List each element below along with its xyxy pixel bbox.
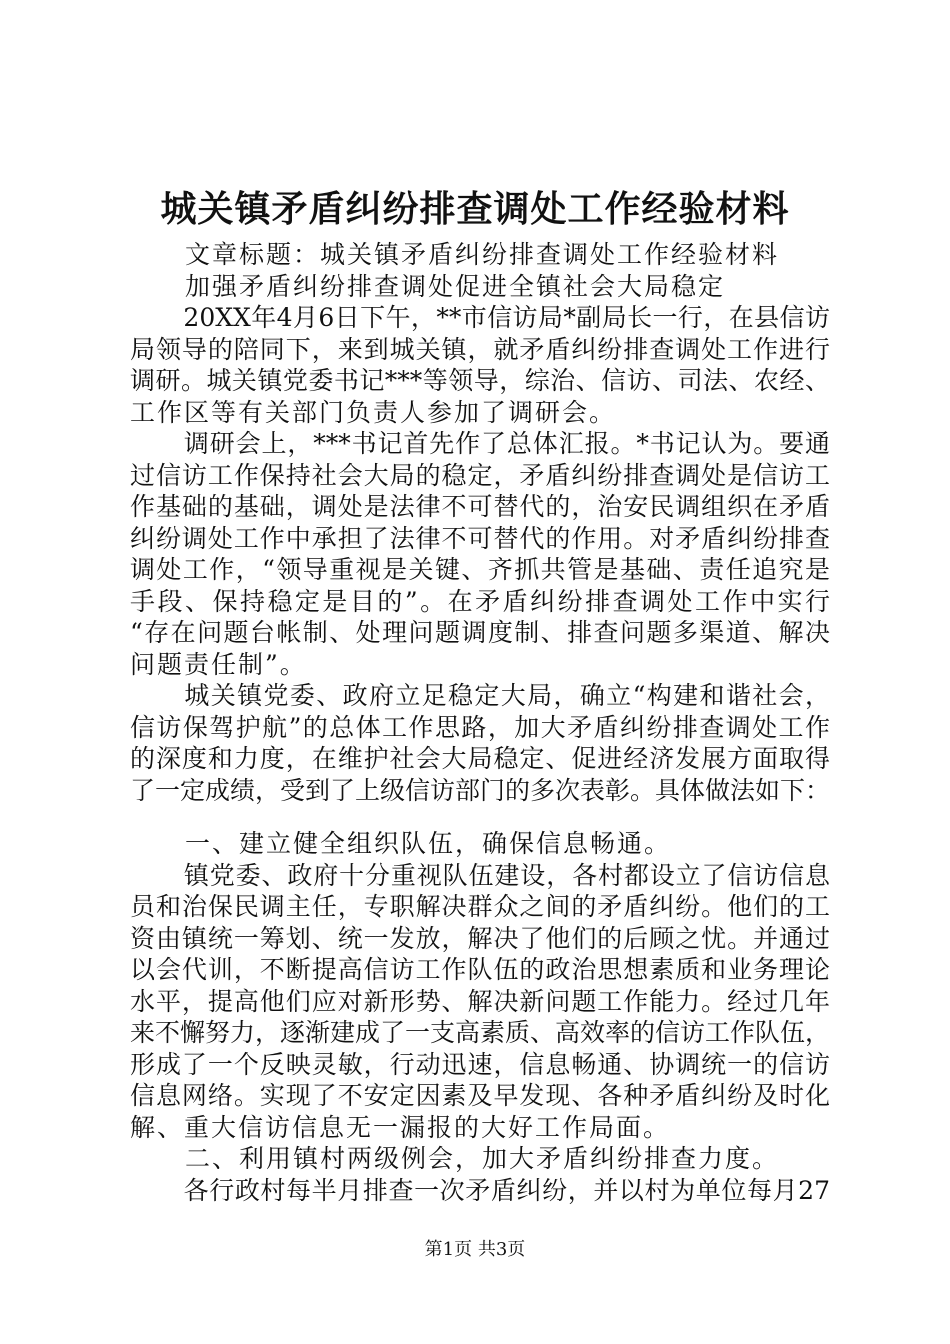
text-line: 调处工作，“领导重视是关键、齐抓共管是基础、责任追究是 bbox=[130, 555, 830, 584]
text-line: 资由镇统一筹划、统一发放，解决了他们的后顾之忧。并通过 bbox=[130, 924, 830, 953]
text-line: 镇党委、政府十分重视队伍建设，各村都设立了信访信息 bbox=[158, 861, 830, 890]
text-line: 以会代训，不断提高信访工作队伍的政治思想素质和业务理论 bbox=[130, 955, 830, 984]
section-heading: 二、利用镇村两级例会，加大矛盾纠纷排查力度。 bbox=[158, 1144, 780, 1173]
page-footer: 第1页 共3页 bbox=[424, 1239, 526, 1260]
text-line: 了一定成绩，受到了上级信访部门的多次表彰。具体做法如下： bbox=[130, 776, 831, 805]
text-line: 形成了一个反映灵敏，行动迅速，信息畅通、协调统一的信访 bbox=[130, 1050, 830, 1079]
text-line: 各行政村每半月排查一次矛盾纠纷，并以村为单位每月27 bbox=[158, 1176, 830, 1205]
text-line: 城关镇党委、政府立足稳定大局，确立“构建和谐社会， bbox=[158, 681, 830, 710]
text-line: 调研会上，***书记首先作了总体汇报。*书记认为。要通 bbox=[158, 429, 830, 458]
text-line: 员和治保民调主任，专职解决群众之间的矛盾纠纷。他们的工 bbox=[130, 892, 830, 921]
text-line: 问题责任制”。 bbox=[130, 650, 307, 679]
text-line: 过信访工作保持社会大局的稳定，矛盾纠纷排查调处是信访工 bbox=[130, 461, 830, 490]
section-heading: 一、建立健全组织队伍，确保信息畅通。 bbox=[158, 829, 672, 858]
text-line: 文章标题：城关镇矛盾纠纷排查调处工作经验材料 bbox=[158, 240, 780, 269]
text-line: 水平，提高他们应对新形势、解决新问题工作能力。经过几年 bbox=[130, 987, 830, 1016]
document-title: 城关镇矛盾纠纷排查调处工作经验材料 bbox=[160, 188, 790, 230]
text-line: 手段、保持稳定是目的”。在矛盾纠纷排查调处工作中实行 bbox=[130, 587, 830, 616]
text-line: 来不懈努力，逐渐建成了一支高素质、高效率的信访工作队伍， bbox=[130, 1018, 831, 1047]
text-line: 的深度和力度，在维护社会大局稳定、促进经济发展方面取得 bbox=[130, 744, 830, 773]
text-line: 局领导的陪同下，来到城关镇，就矛盾纠纷排查调处工作进行 bbox=[130, 335, 830, 364]
text-line: 工作区等有关部门负责人参加了调研会。 bbox=[130, 398, 617, 427]
text-line: 加强矛盾纠纷排查调处促进全镇社会大局稳定 bbox=[158, 272, 726, 301]
text-line: 20XX年4月6日下午，**市信访局*副局长一行，在县信访 bbox=[158, 303, 830, 332]
text-line: 调研。城关镇党委书记***等领导，综治、信访、司法、农经、 bbox=[130, 366, 830, 395]
text-line: “存在问题台帐制、处理问题调度制、排查问题多渠道、解决 bbox=[130, 618, 830, 647]
text-line: 作基础的基础，调处是法律不可替代的，治安民调组织在矛盾 bbox=[130, 492, 830, 521]
text-line: 纠纷调处工作中承担了法律不可替代的作用。对矛盾纠纷排查 bbox=[130, 524, 830, 553]
text-line: 解、重大信访信息无一漏报的大好工作局面。 bbox=[130, 1113, 671, 1142]
text-line: 信访保驾护航”的总体工作思路，加大矛盾纠纷排查调处工作 bbox=[130, 713, 830, 742]
text-line: 信息网络。实现了不安定因素及早发现、各种矛盾纠纷及时化 bbox=[130, 1081, 830, 1110]
